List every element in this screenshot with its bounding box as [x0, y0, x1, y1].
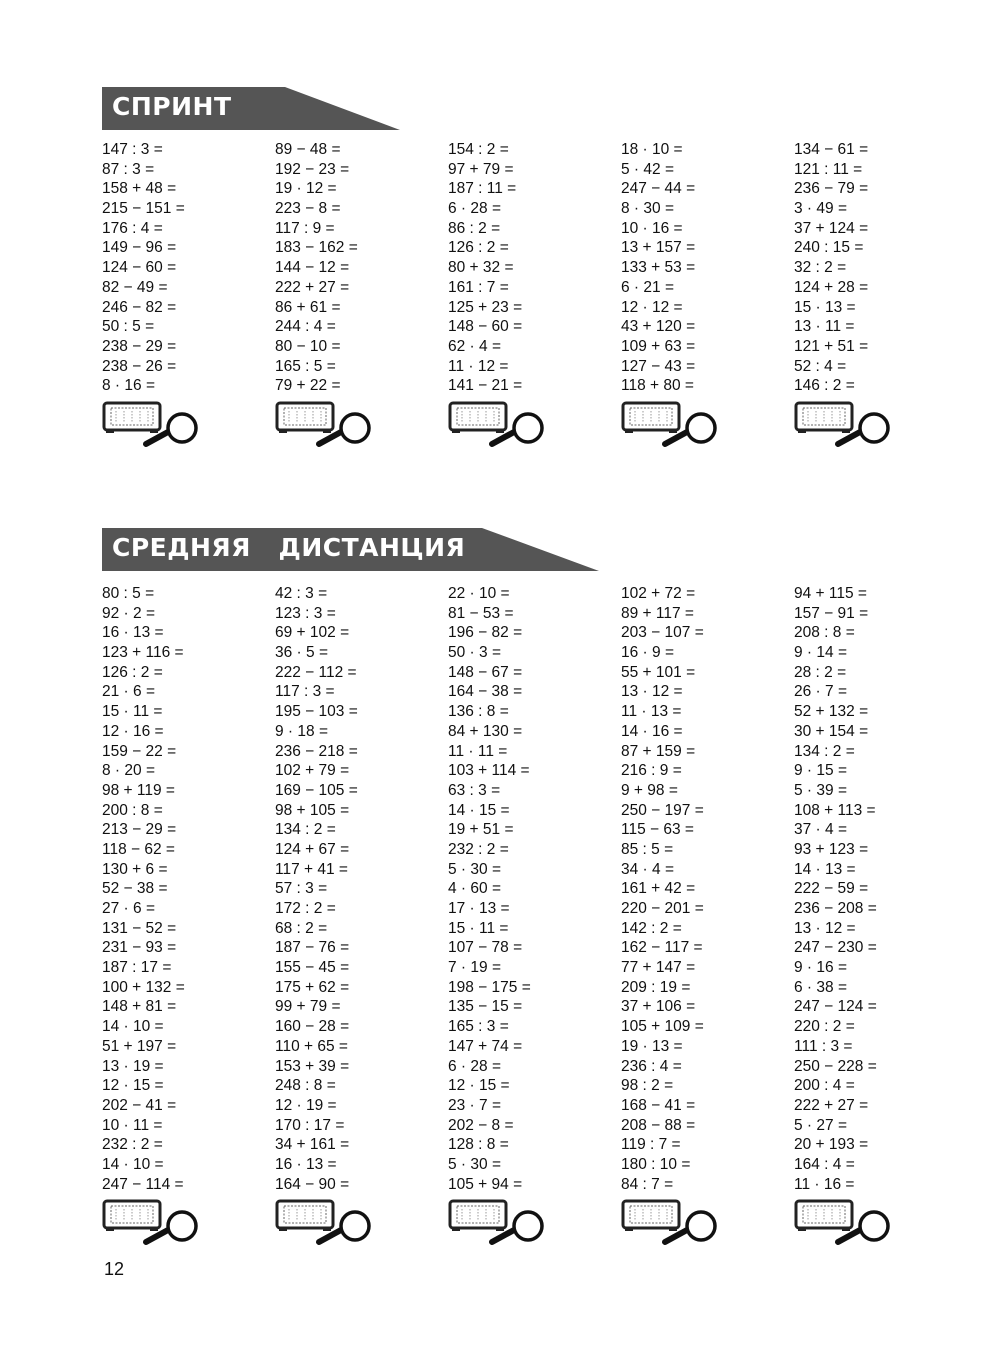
exercise-item: 236 − 208 = [794, 900, 877, 917]
exercise-item: 9 + 98 = [621, 781, 678, 799]
exercise-item: 77 + 147 = [621, 959, 696, 977]
exercise-item: 117 : 3 = [275, 683, 335, 701]
exercise-item: 124 + 67 = [275, 840, 350, 858]
exercise-item: 165 : 5 = [275, 357, 336, 375]
exercise-item: 85 : 5 = [621, 840, 674, 858]
check-tool [448, 1198, 621, 1248]
stopwatch-icon [277, 1201, 333, 1231]
stopwatch-icon [796, 1201, 852, 1231]
exercise-item: 141 − 21 = [448, 377, 523, 395]
exercise-item: 14 · 10 = [102, 1155, 164, 1173]
exercise-item: 51 + 197 = [102, 1037, 177, 1055]
exercise-item: 9 · 15 = [794, 762, 847, 780]
exercise-item: 164 : 4 = [794, 1155, 855, 1173]
exercise-item: 146 : 2 = [794, 377, 855, 395]
exercise-item: 247 − 114 = [102, 1175, 184, 1193]
exercise-item: 62 · 4 = [448, 337, 501, 355]
exercise-item: 11 · 16 = [794, 1175, 855, 1193]
exercise-item: 154 : 2 = [448, 141, 509, 158]
exercise-item: 147 : 3 = [102, 141, 163, 158]
exercise-item: 13 + 157 = [621, 239, 696, 257]
exercise-item: 11 · 13 = [621, 703, 682, 721]
exercise-column [102, 140, 275, 396]
exercise-item: 187 − 76 = [275, 939, 350, 957]
exercise-item: 68 : 2 = [275, 919, 328, 937]
exercise-column [621, 140, 794, 396]
exercise-item: 200 : 4 = [794, 1077, 855, 1095]
exercise-item: 109 + 63 = [621, 337, 696, 355]
exercise-item: 236 − 79 = [794, 180, 869, 198]
exercise-item: 8 · 30 = [621, 200, 674, 218]
exercise-item: 222 + 27 = [794, 1096, 869, 1114]
exercise-item: 52 − 38 = [102, 880, 168, 898]
exercise-item: 10 · 16 = [621, 219, 683, 237]
exercise-item: 6 · 28 = [448, 200, 501, 218]
exercise-item: 121 + 51 = [794, 337, 869, 355]
exercise-item: 23 · 7 = [448, 1096, 501, 1114]
exercise-item: 6 · 21 = [621, 278, 674, 296]
exercise-item: 27 · 6 = [102, 900, 155, 917]
middle-distance-banner [102, 528, 602, 571]
exercise-item: 111 : 3 = [794, 1037, 853, 1055]
exercise-item: 30 + 154 = [794, 722, 869, 740]
exercise-item: 87 + 159 = [621, 742, 696, 760]
exercise-item: 136 : 8 = [448, 703, 509, 721]
exercise-item: 15 · 13 = [794, 298, 856, 316]
exercise-item: 16 · 13 = [102, 624, 164, 642]
exercise-column [275, 140, 448, 396]
exercise-item: 142 : 2 = [621, 919, 682, 937]
exercise-column [102, 584, 275, 1194]
exercise-item: 11 · 11 = [448, 742, 508, 760]
exercise-item: 5 · 42 = [621, 160, 674, 178]
exercise-item: 110 + 65 = [275, 1037, 348, 1055]
exercise-item: 80 − 10 = [275, 337, 341, 355]
exercise-item: 98 + 105 = [275, 801, 350, 819]
exercise-item: 153 + 39 = [275, 1057, 350, 1075]
exercise-item: 165 : 3 = [448, 1018, 509, 1036]
exercise-item: 9 · 14 = [794, 644, 847, 662]
exercise-item: 100 + 132 = [102, 978, 185, 996]
exercise-item: 180 : 10 = [621, 1155, 691, 1173]
exercise-item: 102 + 79 = [275, 762, 350, 780]
exercise-item: 220 − 201 = [621, 900, 704, 917]
exercise-item: 16 · 13 = [275, 1155, 337, 1173]
middle-distance-check-tools [102, 1198, 967, 1248]
exercise-item: 169 − 105 = [275, 781, 358, 799]
exercise-item: 198 − 175 = [448, 978, 531, 996]
exercise-item: 11 · 12 = [448, 357, 509, 375]
exercise-item: 17 · 13 = [448, 900, 510, 917]
exercise-item: 99 + 79 = [275, 998, 341, 1016]
exercise-item: 19 + 51 = [448, 821, 514, 839]
exercise-item: 6 · 28 = [448, 1057, 501, 1075]
exercise-item: 57 : 3 = [275, 880, 328, 898]
exercise-item: 93 + 123 = [794, 840, 869, 858]
exercise-item: 13 · 12 = [794, 919, 856, 937]
exercise-item: 19 · 12 = [275, 180, 337, 198]
stopwatch-icon [104, 403, 160, 433]
check-tool [621, 400, 794, 450]
exercise-item: 168 − 41 = [621, 1096, 696, 1114]
exercise-item: 222 − 112 = [275, 663, 357, 681]
exercise-item: 238 − 26 = [102, 357, 177, 375]
exercise-item: 28 : 2 = [794, 663, 847, 681]
exercise-item: 236 : 4 = [621, 1057, 682, 1075]
exercise-item: 86 : 2 = [448, 219, 501, 237]
exercise-item: 5 · 30 = [448, 860, 501, 878]
exercise-item: 118 + 80 = [621, 377, 694, 395]
exercise-item: 147 + 74 = [448, 1037, 523, 1055]
exercise-item: 37 · 4 = [794, 821, 847, 839]
exercise-item: 176 : 4 = [102, 219, 163, 237]
exercise-item: 37 + 124 = [794, 219, 869, 237]
middle-distance-title: СРЕДНЯЯ ДИСТАНЦИЯ [112, 533, 466, 562]
stopwatch-icon [450, 1201, 506, 1231]
exercise-item: 13 · 11 = [794, 318, 855, 336]
exercise-item: 82 − 49 = [102, 278, 168, 296]
exercise-item: 148 + 81 = [102, 998, 177, 1016]
exercise-item: 16 · 9 = [621, 644, 674, 662]
exercise-item: 84 + 130 = [448, 722, 523, 740]
exercise-item: 195 − 103 = [275, 703, 358, 721]
exercise-item: 22 · 10 = [448, 585, 510, 602]
exercise-item: 187 : 11 = [448, 180, 517, 198]
exercise-item: 5 · 30 = [448, 1155, 501, 1173]
exercise-item: 105 + 94 = [448, 1175, 523, 1193]
exercise-item: 107 − 78 = [448, 939, 523, 957]
exercise-item: 89 − 48 = [275, 141, 341, 158]
exercise-item: 4 · 60 = [448, 880, 501, 898]
exercise-item: 14 · 13 = [794, 860, 856, 878]
exercise-column [275, 584, 448, 1194]
exercise-item: 247 − 230 = [794, 939, 877, 957]
exercise-item: 98 + 119 = [102, 781, 175, 799]
exercise-column [448, 140, 621, 396]
check-tool [448, 400, 621, 450]
exercise-item: 244 : 4 = [275, 318, 336, 336]
stopwatch-icon [623, 403, 679, 433]
exercise-item: 21 · 6 = [102, 683, 155, 701]
exercise-item: 13 · 12 = [621, 683, 683, 701]
exercise-item: 192 − 23 = [275, 160, 350, 178]
exercise-item: 149 − 96 = [102, 239, 177, 257]
exercise-item: 164 − 90 = [275, 1175, 350, 1193]
exercise-item: 236 − 218 = [275, 742, 358, 760]
exercise-item: 246 − 82 = [102, 298, 177, 316]
page-number: 12 [104, 1259, 125, 1279]
exercise-item: 117 : 9 = [275, 219, 335, 237]
exercise-item: 202 − 41 = [102, 1096, 177, 1114]
check-tool [275, 1198, 448, 1248]
exercise-item: 157 − 91 = [794, 604, 869, 622]
exercise-item: 175 + 62 = [275, 978, 350, 996]
exercise-item: 36 · 5 = [275, 644, 328, 662]
exercise-item: 14 · 15 = [448, 801, 510, 819]
sprint-exercise-grid [102, 140, 967, 396]
exercise-item: 115 − 63 = [621, 821, 694, 839]
exercise-item: 50 · 3 = [448, 644, 501, 662]
exercise-item: 223 − 8 = [275, 200, 341, 218]
exercise-item: 8 · 16 = [102, 377, 155, 395]
exercise-item: 222 + 27 = [275, 278, 350, 296]
exercise-item: 7 · 19 = [448, 959, 501, 977]
exercise-item: 105 + 109 = [621, 1018, 704, 1036]
exercise-item: 52 : 4 = [794, 357, 847, 375]
exercise-item: 37 + 106 = [621, 998, 696, 1016]
exercise-item: 19 · 13 = [621, 1037, 683, 1055]
exercise-item: 79 + 22 = [275, 377, 341, 395]
exercise-item: 196 − 82 = [448, 624, 523, 642]
exercise-item: 170 : 17 = [275, 1116, 345, 1134]
exercise-item: 128 : 8 = [448, 1136, 509, 1154]
exercise-item: 3 · 49 = [794, 200, 847, 218]
exercise-item: 10 · 11 = [102, 1116, 163, 1134]
sprint-title: СПРИНТ [112, 92, 232, 121]
exercise-item: 14 · 10 = [102, 1018, 164, 1036]
exercise-item: 89 + 117 = [621, 604, 694, 622]
exercise-item: 126 : 2 = [102, 663, 163, 681]
exercise-item: 232 : 2 = [102, 1136, 163, 1154]
exercise-item: 158 + 48 = [102, 180, 177, 198]
exercise-item: 123 + 116 = [102, 644, 184, 662]
exercise-item: 92 · 2 = [102, 604, 155, 622]
stopwatch-icon [450, 403, 506, 433]
exercise-item: 134 : 2 = [275, 821, 336, 839]
exercise-item: 118 − 62 = [102, 840, 175, 858]
exercise-item: 209 : 19 = [621, 978, 691, 996]
check-tool [102, 1198, 275, 1248]
exercise-item: 14 · 16 = [621, 722, 683, 740]
middle-distance-exercise-grid [102, 584, 967, 1194]
exercise-item: 161 + 42 = [621, 880, 696, 898]
exercise-item: 117 + 41 = [275, 860, 348, 878]
exercise-item: 250 − 228 = [794, 1057, 877, 1075]
exercise-item: 34 · 4 = [621, 860, 674, 878]
sprint-check-tools [102, 400, 967, 450]
exercise-item: 124 + 28 = [794, 278, 869, 296]
exercise-item: 164 − 38 = [448, 683, 523, 701]
exercise-item: 43 + 120 = [621, 318, 696, 336]
exercise-item: 8 · 20 = [102, 762, 155, 780]
check-tool [794, 400, 967, 450]
exercise-item: 102 + 72 = [621, 585, 696, 602]
stopwatch-icon [277, 403, 333, 433]
check-tool [794, 1198, 967, 1248]
exercise-item: 160 − 28 = [275, 1018, 350, 1036]
exercise-item: 26 · 7 = [794, 683, 847, 701]
exercise-item: 20 + 193 = [794, 1136, 869, 1154]
exercise-item: 52 + 132 = [794, 703, 869, 721]
exercise-item: 12 · 16 = [102, 722, 164, 740]
exercise-item: 159 − 22 = [102, 742, 177, 760]
exercise-item: 15 · 11 = [102, 703, 163, 721]
exercise-item: 119 : 7 = [621, 1136, 681, 1154]
exercise-item: 5 · 39 = [794, 781, 847, 799]
exercise-item: 202 − 8 = [448, 1116, 514, 1134]
exercise-item: 94 + 115 = [794, 585, 867, 602]
exercise-column [794, 584, 967, 1194]
exercise-item: 12 · 15 = [448, 1077, 510, 1095]
exercise-item: 162 − 117 = [621, 939, 703, 957]
exercise-item: 216 : 9 = [621, 762, 682, 780]
exercise-item: 213 − 29 = [102, 821, 177, 839]
exercise-item: 81 − 53 = [448, 604, 514, 622]
exercise-item: 108 + 113 = [794, 801, 876, 819]
exercise-item: 232 : 2 = [448, 840, 509, 858]
exercise-item: 148 − 67 = [448, 663, 523, 681]
check-tool [102, 400, 275, 450]
exercise-item: 84 : 7 = [621, 1175, 674, 1193]
exercise-item: 127 − 43 = [621, 357, 696, 375]
exercise-item: 231 − 93 = [102, 939, 177, 957]
exercise-item: 187 : 17 = [102, 959, 172, 977]
exercise-item: 103 + 114 = [448, 762, 530, 780]
exercise-column [621, 584, 794, 1194]
sprint-banner [102, 87, 402, 130]
exercise-item: 134 − 61 = [794, 141, 869, 158]
check-tool [275, 400, 448, 450]
check-tool [621, 1198, 794, 1248]
exercise-item: 86 + 61 = [275, 298, 341, 316]
exercise-item: 135 − 15 = [448, 998, 523, 1016]
exercise-item: 248 : 8 = [275, 1077, 336, 1095]
exercise-item: 215 − 151 = [102, 200, 185, 218]
exercise-item: 97 + 79 = [448, 160, 514, 178]
exercise-item: 247 − 44 = [621, 180, 696, 198]
exercise-item: 240 : 15 = [794, 239, 864, 257]
exercise-item: 161 : 7 = [448, 278, 509, 296]
exercise-item: 126 : 2 = [448, 239, 509, 257]
exercise-item: 203 − 107 = [621, 624, 704, 642]
exercise-item: 121 : 11 = [794, 160, 863, 178]
exercise-item: 124 − 60 = [102, 259, 177, 277]
exercise-item: 98 : 2 = [621, 1077, 674, 1095]
exercise-item: 125 + 23 = [448, 298, 523, 316]
exercise-item: 208 − 88 = [621, 1116, 696, 1134]
exercise-item: 247 − 124 = [794, 998, 877, 1016]
exercise-item: 155 − 45 = [275, 959, 350, 977]
exercise-item: 87 : 3 = [102, 160, 155, 178]
exercise-item: 172 : 2 = [275, 900, 336, 917]
exercise-column [448, 584, 621, 1194]
exercise-item: 183 − 162 = [275, 239, 358, 257]
exercise-item: 12 · 12 = [621, 298, 683, 316]
exercise-item: 133 + 53 = [621, 259, 696, 277]
exercise-item: 13 · 19 = [102, 1057, 164, 1075]
exercise-item: 238 − 29 = [102, 337, 177, 355]
exercise-item: 250 − 197 = [621, 801, 704, 819]
exercise-item: 9 · 18 = [275, 722, 328, 740]
stopwatch-icon [104, 1201, 160, 1231]
exercise-item: 34 + 161 = [275, 1136, 350, 1154]
exercise-item: 18 · 10 = [621, 141, 683, 158]
exercise-item: 123 : 3 = [275, 604, 336, 622]
exercise-item: 12 · 19 = [275, 1096, 337, 1114]
exercise-item: 5 · 27 = [794, 1116, 847, 1134]
exercise-item: 69 + 102 = [275, 624, 350, 642]
exercise-item: 148 − 60 = [448, 318, 523, 336]
exercise-item: 131 − 52 = [102, 919, 177, 937]
exercise-column [794, 140, 967, 396]
exercise-item: 222 − 59 = [794, 880, 869, 898]
exercise-item: 12 · 15 = [102, 1077, 164, 1095]
exercise-item: 55 + 101 = [621, 663, 696, 681]
exercise-item: 50 : 5 = [102, 318, 155, 336]
exercise-item: 9 · 16 = [794, 959, 847, 977]
exercise-item: 15 · 11 = [448, 919, 509, 937]
exercise-item: 134 : 2 = [794, 742, 855, 760]
exercise-item: 200 : 8 = [102, 801, 163, 819]
exercise-item: 63 : 3 = [448, 781, 501, 799]
exercise-item: 208 : 8 = [794, 624, 855, 642]
exercise-item: 130 + 6 = [102, 860, 168, 878]
stopwatch-icon [796, 403, 852, 433]
exercise-item: 220 : 2 = [794, 1018, 855, 1036]
exercise-item: 80 : 5 = [102, 585, 155, 602]
exercise-item: 144 − 12 = [275, 259, 350, 277]
exercise-item: 42 : 3 = [275, 585, 328, 602]
exercise-item: 32 : 2 = [794, 259, 847, 277]
exercise-item: 6 · 38 = [794, 978, 847, 996]
stopwatch-icon [623, 1201, 679, 1231]
exercise-item: 80 + 32 = [448, 259, 514, 277]
